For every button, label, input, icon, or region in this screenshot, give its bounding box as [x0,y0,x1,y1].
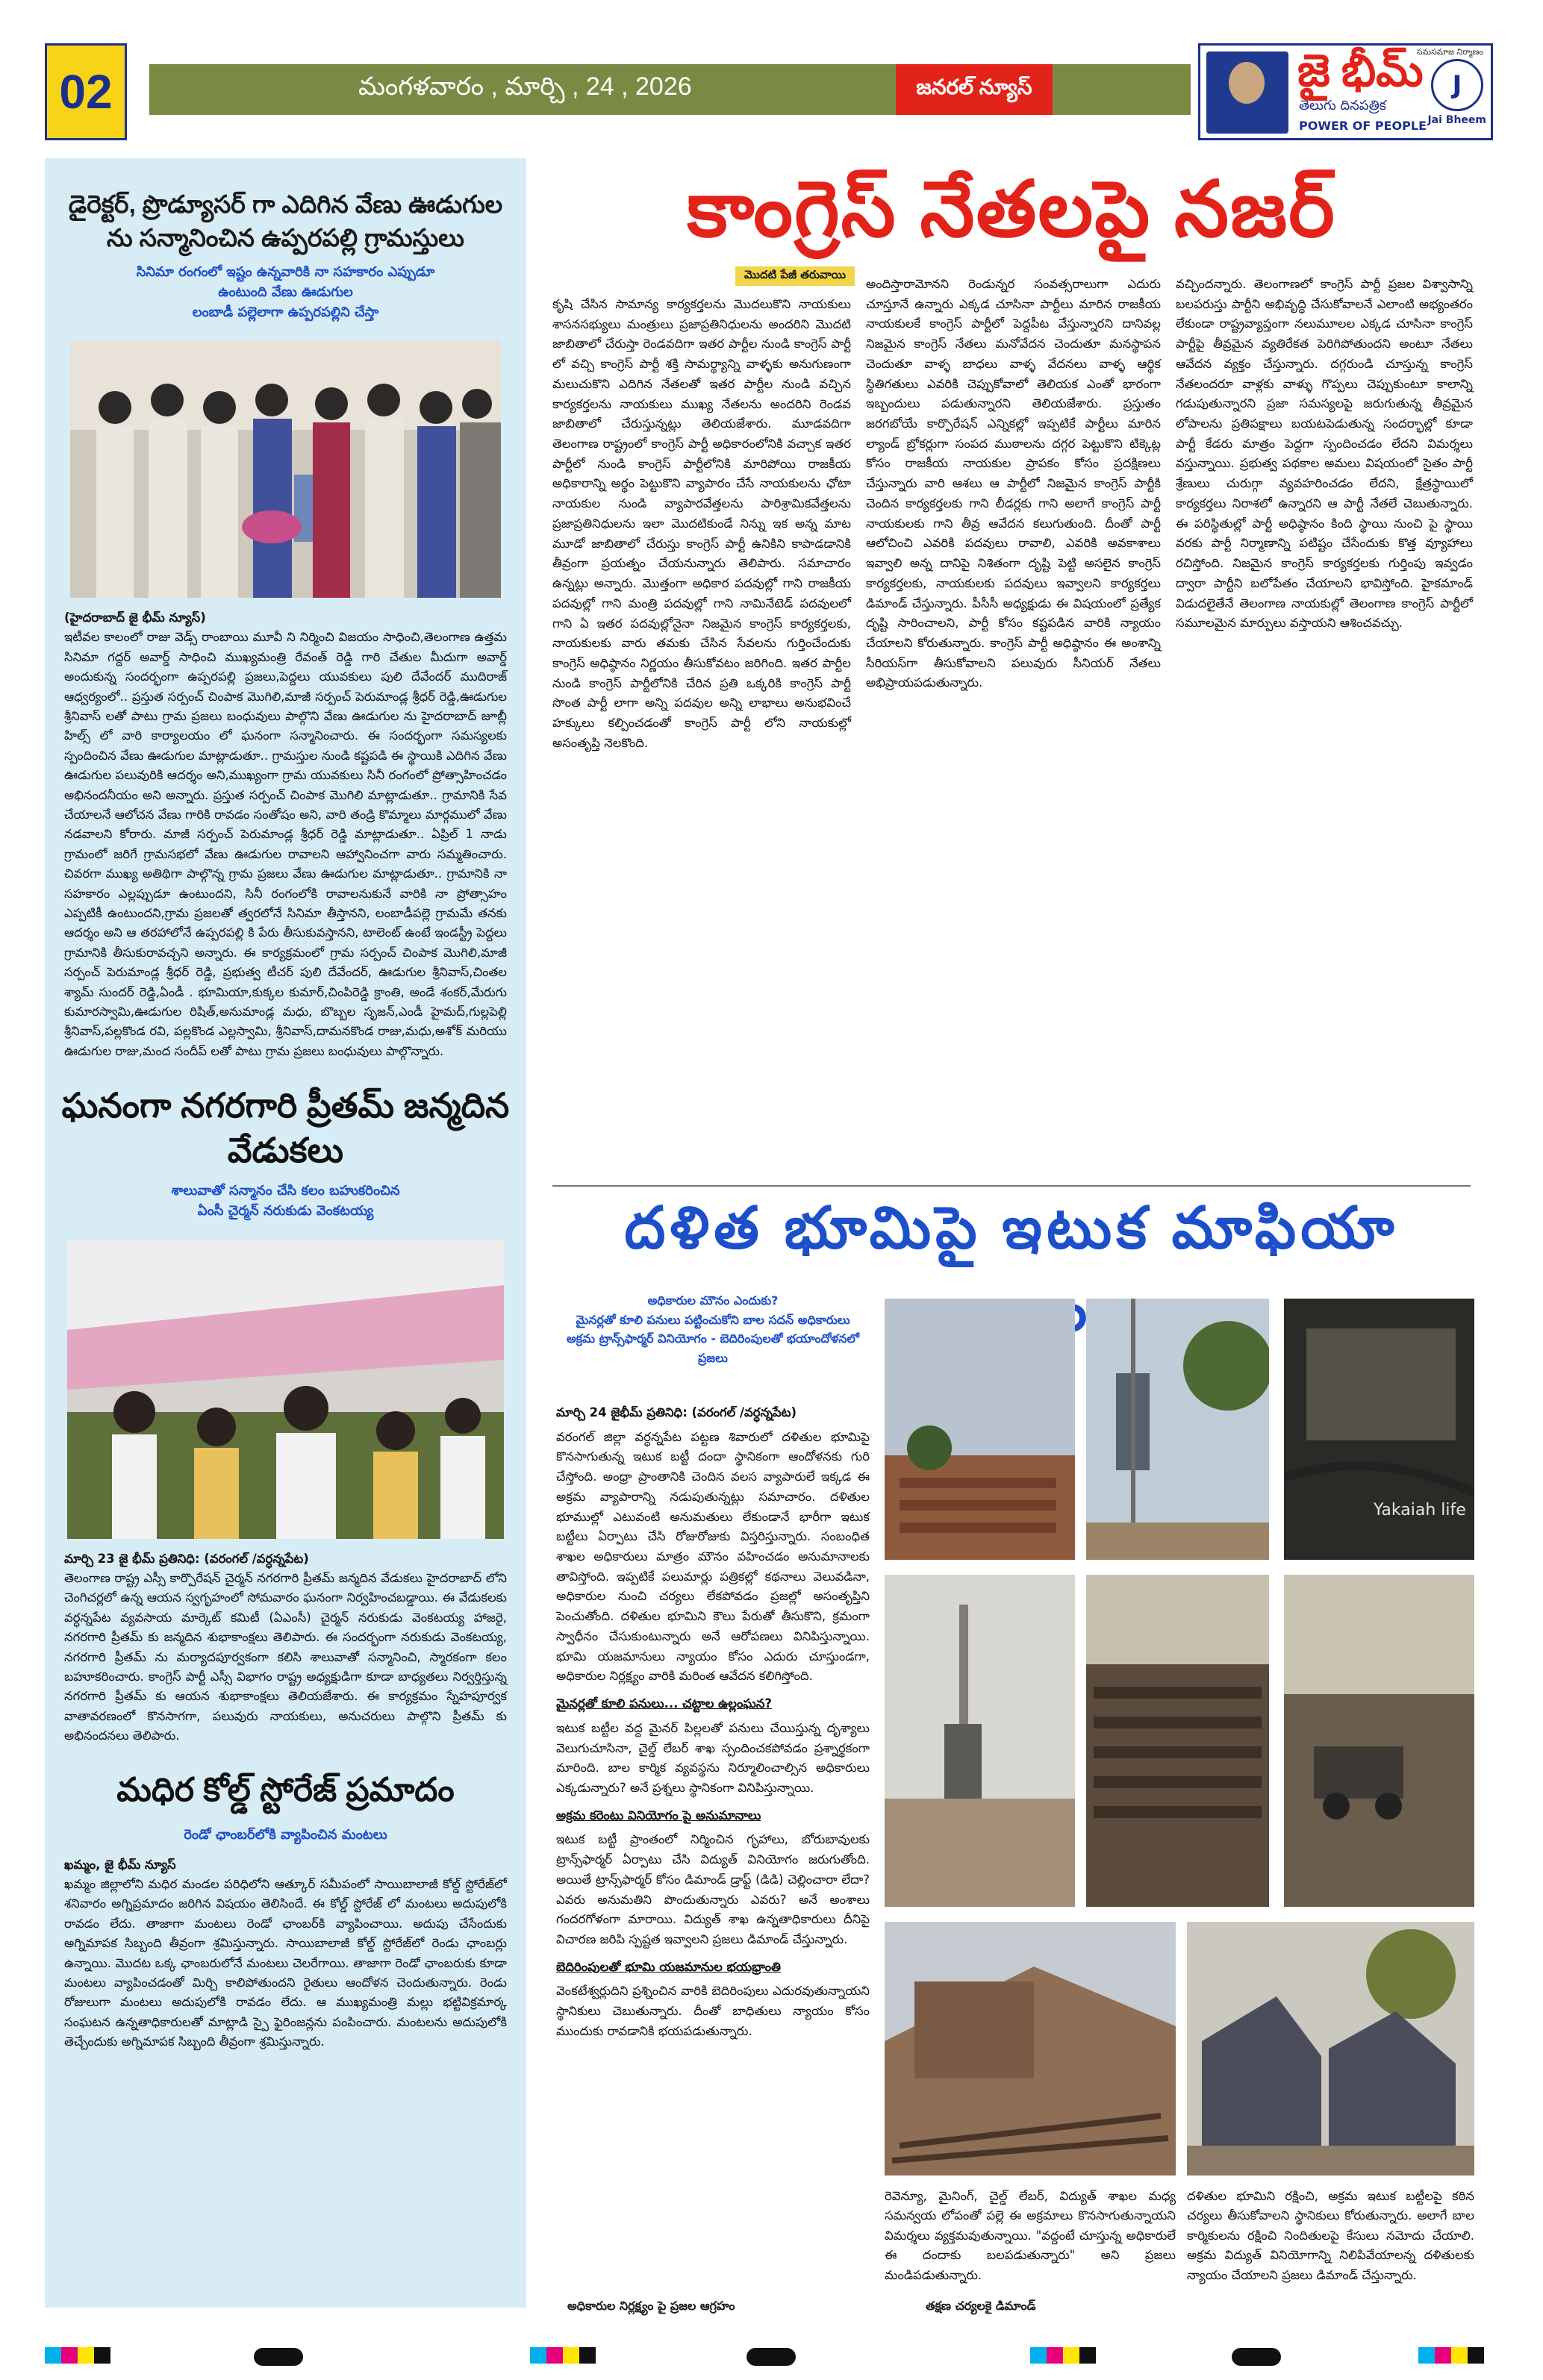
lead-column-2 [866,275,1161,698]
masthead-title: జై భీమ్ [1297,46,1424,96]
brick-sub-1: అధికారుల మౌనం ఎందుకు? [647,1293,779,1308]
story2-body: తెలంగాణ రాష్ట్ర ఎస్సీ కార్పొరేషన్ చైర్మన్ నగరగారి ప్రీతమ్ జన్మదిన వేడుకలు హైదరాబాద్ లోని చెంగిచర్లలో ఉన్న ఆయన స్వగృహంలో సోమవారం ఘనంగా నిర్వహించబడ్డాయి. ఈ వేడుకలకు వర్ధన్నపేట వ్యవసాయ మార్కెట్ కమిటీ (ఏఎంసీ) చైర్మన్ నరుకుడు వెంకటయ్య హాజరై, నగరగారి ప్రీతమ్ కు జన్మదిన శుభాకాంక్షలు తెలిపారు. ఈ సందర్భంగా నరుకుడు వెంకటయ్య, నగరగారి ప్రీతమ్ ను మర్యాదపూర్వకంగా కలిసి శాలువాతో సన్మానించి, స్మారకంగా కలం బహూకరించారు. కాంగ్రెస్ పార్టీ ఎస్సీ విభాగం రాష్ట్ర అధ్యక్షుడిగా కూడా బాధ్యతలు నిర్వర్తిస్తున్న నగరగారి ప్రీతమ్ కు ఆయన శుభాకాంక్షలు తెలియజేశారు. ఈ కార్యక్రమం స్నేహపూర్వక వాతావరణంలో కొనసాగగా, పలువురు నాయకులు, అనుచరులు పాల్గొని ప్రీతమ్ కు అభినందనలు తెలిపారు. [64,1571,507,1743]
registration-oval-3 [1232,2348,1281,2366]
page-number: 02 [45,43,127,140]
brick-photo-2 [1086,1299,1269,1560]
story1-subheads [60,262,511,322]
header-bar-end [1053,64,1191,115]
masthead-subtitle: తెలుగు దినపత్రిక [1299,98,1387,113]
story1-headline: డైరెక్టర్, ప్రొడ్యూసర్ గా ఎదిగిన వేణు ఊడుగుల ను సన్మానించిన ఉప్పరపల్లి గ్రామస్తులు [68,190,503,252]
brick-body-4: వెంకటేశ్వర్లుదిని ప్రశ్నించిన వారికి బెదిరింపులు ఎదురవుతున్నాయని స్థానికులు చెబుతున్నారు. దీంతో బాధితులు న్యాయం కోసం ముందుకు రావడానికి భయపడుతున్నారు. [556,1984,870,2038]
story2-body-block [64,1549,507,1746]
lead-col2-text: అందిస్తారామోనని రెండున్నర సంవత్సరాలుగా ఎదురు చూస్తూనే ఉన్నారు ఎక్కడ చూసినా పార్టీలు మారిన రాజకీయ నాయకులకే కాంగ్రెస్ పార్టీలో పెద్దపీట వేస్తున్నారని దానివల్ల నిజమైన కాంగ్రెస్ నేతలు మనోవేదన చెందుతూ మనస్థాపన చెందుతూ వాళ్ళ బాధలు వాళ్ళ వేదనలు వాళ్ళ ఆర్థిక స్థితిగతులు ఎవరికి చెప్పుకోవాలో తెలియక ఎంతో భారంగా ఇబ్బందులు పడుతున్నారని తెలియజేశారు. ప్రస్తుతం జరగబోయే కార్పొరేషన్ ఎన్నికల్లో ఇప్పటికే పార్టీలు మారిన ల్యాండ్ బ్రోకర్లుగా సంపద ముఠాలను దగ్గర పెట్టుకొని టిక్కెట్ల కోసం రాజకీయ నాయకుల ప్రాపకం కోసం ప్రదక్షిణలు చేస్తున్నారు వారి ఆశలు ఆ పార్టీలో నిజమైన కాంగ్రెస్ పార్టీకి చెందిన కార్యకర్తలకు గాని లీడర్లకు గాని అలాగే కాంగ్రెస్ పార్టీ నాయకులకు గాని తీవ్ర ఆవేదన కలుగుతుంది. దీంతో పార్టీ ఆలోచించి ఎవరికి పదవులు రావాలి, ఎవరికి అవకాశాలు ఇవ్వాలి అన్న దానిపై నిశితంగా దృష్టి పెట్టి అసలైన కాంగ్రెస్ కార్యకర్తలకు, నాయకులకు పదవులు ఇవ్వాలని కార్యకర్తలు డిమాండ్ చేస్తున్నారు. పీసీసీ అధ్యక్షుడు ఈ విషయంలో ప్రత్యేక దృష్టి సారించాలని, పార్టీ కోసం కష్టపడిన వారికి న్యాయం చేయాలని కోరుతున్నారు. కాంగ్రెస్ పార్టీ అధిష్ఠానం ఈ అంశాన్ని సీరియస్‌గా తీసుకోవాలని పలువురు సీనియర్ నేతలు అభిప్రాయపడుతున్నారు. [866,277,1161,690]
brick-subheads [556,1291,870,1367]
lead-column-3 [1176,275,1473,638]
brick-photo-5 [1086,1575,1269,1907]
section-divider [552,1185,1471,1187]
brick-body-3: ఇటుక బట్టీ ప్రాంతంలో నిర్మించిన గృహాలు, బోరుబావులకు ట్రాన్స్‌ఫార్మర్ ఏర్పాటు చేసి విద్యుత్ వినియోగం జరుగుతోంది. అయితే ట్రాన్స్‌ఫార్మర్ కోసం డిమాండ్ డ్రాఫ్ట్ (డిడి) చెల్లించారా లేదా? ఎవరు అనుమతిని పొందుతున్నారు ఎవరు? అనే అంశాలు గందరగోళంగా మారాయి. విద్యుత్ శాఖ ఉన్నతాధికారులు దీనిపై విచారణ జరిపి స్పష్టత ఇవ్వాలని ప్రజలు డిమాండ్ చేస్తున్నారు. [556,1832,870,1946]
ambedkar-portrait [1206,51,1288,134]
story1-body: ఇటీవల కాలంలో రాజు వెడ్స్ రాంబాయి మూవీ ని నిర్మించి విజయం సాధించి,తెలంగాణ ఉత్తమ సినిమా గద్దర్ అవార్డ్ సాధించి ముఖ్యమంత్రి రేవంత్ రెడ్డి గారి చేతుల మీదుగా అవార్డ్ అందుకున్న సందర్భంగా ఉప్పరపల్లి ప్రజలు,పెద్దలు యువకులు పులి దేవేందర్ ముదిరాజ్ ఆధ్వర్యంలో.. ప్రస్తుత సర్పంచ్ చింపాక మొగిలి,మాజీ సర్పంచ్ పెరుమాండ్ల శ్రీధర్ రెడ్డి,ఊడుగుల శ్రీనివాస్ లతో పాటు గ్రామ ప్రజలు బంధువులు పాల్గొని వేణు ఊడుగుల ను హైదరాబాద్ జూబ్లీ హిల్స్ లో వారి కార్యాలయం లో ఘనంగా సన్మానించారు. ఈ సందర్భంగా సమస్యలకు స్పందించిన వేణు ఊడుగుల మాట్లాడుతూ.. గ్రామస్తుల నుండి కష్టపడి ఈ స్థాయికి ఎదిగిన వేణు ఊడుగుల పలువురికి ఆదర్శం అని,ముఖ్యంగా గ్రామ యువకులు సినీ రంగంలో ప్రోత్సాహించడం అభినందనీయం అని అన్నారు. ప్రస్తుత సర్పంచ్ చింపాక మొగిలి మాట్లాడుతూ.. గ్రామానికి సేవ చేయాలనే ఆలోచన వేణు గారికి రావడం సంతోషం అని, వారి తండ్రి కొమ్మాలు మార్గములో వేణు నడవాలని కోరారు. మాజీ సర్పంచ్ పెరుమాండ్ల శ్రీధర్ రెడ్డి మాట్లాడుతూ.. ఏప్రిల్ 1 నాడు గ్రామంలో జరిగే గ్రామసభలో వేణు ఊడుగుల రావాలని ఆహ్వానించగా వారు సమ్మతించారు. చివరగా ముఖ్య అతిథిగా పాల్గొన్న గ్రామ ప్రజలు వేణు ఊడుగుల మాట్లాడుతూ.. గ్రామానికి నా సహకారం ఎల్లప్పుడూ ఉంటుందని, సినీ రంగంలోకి రావాలనుకునే వారికి నా ప్రోత్సాహం ఎప్పటికీ ఉంటుందని,గ్రామ ప్రజలతో త్వరలోనే సినిమా తీస్తానని, లంబాడీపల్లె గ్రామమే తనకు ఆదర్శం అని ఆ తరహాలోనే ఉప్పరపల్లి కి పేరు తీసుకువస్తానని, టాలెంట్ ఉంటే ఇండస్ట్రీ పెద్దలు గ్రామానికి తీసుకురావచ్చని అన్నారు. ఈ కార్యక్రమంలో గ్రామ సర్పంచ్ చింపాక మొగిలి,మాజీ సర్పంచ్ పెరుమాండ్ల శ్రీధర్ రెడ్డి, ప్రభుత్వ టీచర్ పులి దేవేందర్, ఊడుగుల శ్రీనివాస్,చింతల శ్యామ్ సుందర్ రెడ్డి,ఏండీ . భూమియా,కుక్కల కుమార్,చింపిరెడ్డి క్రాంతి, అండే శంకర్,మేరుగు కుమారస్వామి,ఊడుగుల రిషిత్,అనుమాండ్ల మధు, బొబ్బల సృజన్,ఎండీ హైమద్,గుల్లపెల్లి శ్రీనివాస్,పల్లకొండ రవి, పల్లకొండ ఎల్లస్వామి, శ్రీనివాస్,దామనకొండ రాజు,మధు,అశోక్ మరియు ఊడుగుల రాజు,మంద సందీప్ లతో పాటు గ్రామ ప్రజలు బంధువులు పాల్గొన్నారు. [64,630,507,1058]
registration-oval-2 [746,2348,796,2366]
footer-mid-tag: తక్షణ చర్యలకై డిమాండ్ [926,2299,1036,2313]
brick-dateline: మార్చి 24 జైభీమ్ ప్రతినిధి: (వరంగల్ /వర్ధన్నపేట) [556,1405,797,1419]
story2-sub2: ఏంసీ చైర్మన్ నరుకుడు వెంకటయ్య [197,1202,374,1219]
registration-marks-center-left [530,2347,596,2364]
story3-headline: మధిర కోల్డ్ స్టోరేజ్ ప్రమాదం [116,1771,455,1808]
sidebar [45,158,526,2308]
brick-subhead-3: బెదిరింపులతో భూమి యజమానుల భయభ్రాంతి [556,1959,781,1974]
registration-marks-left [45,2347,110,2364]
brick-photo-1 [885,1299,1075,1560]
jai-bheem-logo-icon: J [1431,59,1483,111]
brick-caption-2: దళితుల భూమిని రక్షించి, అక్రమ ఇటుక బట్టీలపై కఠిన చర్యలు తీసుకోవాలని స్థానికులు కోరుతున్నారు. అలాగే బాల కార్మికులను రక్షించి నిందితులపై కేసులు నమోదు చేయాలి. అక్రమ విద్యుత్ వినియోగాన్ని నిలిపివేయాలన్న దళితులకు న్యాయం చేయాలని ప్రజలు డిమాండ్ చేస్తున్నారు. [1187,2189,1474,2282]
story2-headline: ఘనంగా నగరగారి ప్రీతమ్ జన్మదిన వేడుకలు [61,1086,510,1169]
story3-dateline: ఖమ్మం, జై భీమ్ న్యూస్ [64,1857,176,1872]
section-tag: జనరల్ న్యూస్ [896,64,1053,115]
masthead-top-text: సమసమాజ నిర్మాణం [1416,47,1483,57]
story2-dateline: మార్చి 23 జై భీమ్ ప్రతినిధి: (వరంగల్ /వర్ధన్నపేట) [64,1551,309,1566]
brick-sub-3: అక్రమ ట్రాన్స్‌ఫార్మర్ వినియోగం - బెదిరింపులతో భయాందోళనలో ప్రజలు [566,1331,859,1365]
story-brick-headline: దళిత భూమిపై ఇటుక మాఫియా [624,1195,1399,1261]
lead-headline: కాంగ్రెస్ నేతలపై నజర్ [687,166,1336,253]
brick-photo-8 [1187,1922,1474,2176]
masthead [1198,43,1493,140]
felicitation-photo-illustration [70,340,501,598]
birthday-photo [67,1240,504,1539]
photo-handwritten-label: Yakaiah life [1374,1501,1466,1519]
brick-photo-6 [1284,1575,1474,1907]
brick-caption-1: రెవెన్యూ, మైనింగ్, చైల్డ్ లేబర్, విద్యుత్ శాఖల మధ్య సమన్వయ లోపంతో పల్లె ఈ అక్రమాలు కొనసాగుతున్నాయని విమర్శలు వ్యక్తమవుతున్నాయి. "వద్దంటే చూస్తున్న అధికారులే ఈ దందాకు బలపడుతున్నారు" అని ప్రజలు మండిపడుతున్నారు. [885,2189,1176,2282]
lead-col1-text: కృషి చేసిన సామాన్య కార్యకర్తలను మొదలుకొని నాయకులు శాసనసభ్యులు మంత్రులు ప్రజాప్రతినిధులను అందరిని మొదటి జాబితాలో చేరుస్తా రెండవదిగా ఇతర పార్టీల నుండి కాంగ్రెస్ పార్టీ లో వచ్చి కాంగ్రెస్ పార్టీ శక్తి సామర్థ్యాన్ని వాళ్ళకు అనుగుణంగా మలుచుకొని ఎదిగిన నేతలతో ఇతర పార్టీల నుండి వచ్చిన కార్యకర్తలను నాయకులు ముఖ్య నేతలను అందరిని రెండవ జాబితాలో చేరుస్తున్నట్లు తెలియజేశారు. మూడవదిగా తెలంగాణ రాష్ట్రంలో కాంగ్రెస్ పార్టీ అధికారంలోనికి వచ్చాక ఇతర పార్టీలో నుండి కాంగ్రెస్ పార్టీలోనికి మారిపోయి రాజకీయ అధికారాన్ని అర్థం పెట్టుకొని వ్యాపారం చేసే నాయకులను ఛోటా నాయకుల నుండి వ్యాపారవేత్తలను పారిశ్రామికవేత్తలను ప్రజాప్రతినిధులను ఇలా మొదటికుండే నిన్ను ఇక అన్న మాట మూడో జాబితాలో చేరుస్తు కాంగ్రెస్ పార్టీ ఉనికిని కాపాడడానికి తీవ్రంగా ప్రయత్నం చేయనున్నారు తెలిపారు. సమాచారం ఉన్నట్లు అన్నారు. మొత్తంగా అధికార పదవుల్లో గాని రాజకీయ పదవుల్లో గాని మంత్రి పదవుల్లో గాని నామినేటెడ్ పదవులలో గాని ఏ ఇతర పదవుల్లోనైనా నిజమైన కాంగ్రెస్ కార్యకర్తలకు, నాయకులకు వారు తమకు చేసిన సేవలను గుర్తించేందుకు కాంగ్రెస్ అధిష్ఠానం నిర్ణయం తీసుకోవటం జరిగింది. ఇతర పార్టీల నుండి కాంగ్రెస్ పార్టీలోనికి చేరిన ప్రతి ఒక్కరికి కాంగ్రెస్ పార్టీ సొంత పార్టీ లాగా అన్ని పదవుల అన్ని లాభాలు అనుభవించే హక్కులు కల్పించడంతో కాంగ్రెస్ పార్టీ లోని నాయకుల్లో అసంతృప్తి నెలకొంది. [552,297,851,750]
masthead-english: Jai Bheem [1427,114,1486,126]
felicitation-photo [70,340,501,598]
brick-column-1 [556,1403,870,2046]
masthead-tagline: POWER OF PEOPLE [1299,119,1427,133]
story1-body-block [64,608,507,1061]
brick-sub-2: మైనర్లతో కూలి పనులు పట్టించుకోని బాల సదన్ అధికారులు [576,1312,850,1327]
story2-subheads [60,1181,511,1221]
brick-photo-3 [1284,1299,1474,1560]
story3-sub: రెండో ఛాంబర్‌లోకి వ్యాపించిన మంటలు [184,1826,387,1843]
story3-body: ఖమ్మం జిల్లాలోని మధిర మండల పరిధిలోని ఆత్కూర్ సమీపంలో సాయిబాలాజీ కోల్డ్ స్టోరేజ్‌లో శనివారం అగ్నిప్రమాదం జరిగిన విషయం తెలిసిందే. ఈ కోల్డ్ స్టోరేజ్ లో మంటలు అదుపులోకి రావడం లేదు. తాజాగా మంటలు రెండో ఛాంబర్‌కి వ్యాపించాయి. అదుపు చేసేందుకు అగ్నిమాపక సిబ్బంది తీవ్రంగా శ్రమిస్తున్నారు. సాయిబాలాజీ కోల్డ్ స్టోరేజ్‌లో రెండు ఛాంబర్లు ఉన్నాయి. మొదట ఒక్క ఛాంబరులోనే మంటలు చెలరేగాయి. తాజాగా రెండో ఛాంబరుకు కూడా మంటలు వ్యాపించడంతో మిర్చి కాలిపోతుందని రైతులు ఆందోళన చెందుతున్నారు. రెండు రోజులుగా మంటలు అదుపులోకి రావడం లేదు. ఆ ముఖ్యమంత్రి మల్లు భట్టివిక్రమార్క సంఘటన ఉన్నతాధికారులతో మాట్లాడి స్పై ఫైరింజన్లను పంపించారు. మంటలను అదుపులోకి తెచ్చేందుకు అగ్నిమాపక సిబ్బంది తీవ్రంగా శ్రమిస్తున్నారు. [64,1876,507,2049]
registration-marks-center-right [1030,2347,1096,2364]
lead-col3-text: వచ్చిందన్నారు. తెలంగాణలో కాంగ్రెస్ పార్టీ ప్రజల విశ్వాసాన్ని బలపరుస్తు పార్టీని అభివృద్ధి చేసుకోవాలనే ఎలాంటి అభ్యంతరం లేకుండా రాష్ట్రవ్యాప్తంగా నలుమూలల ఎక్కడ చూసినా కాంగ్రెస్ పార్టీపై తీవ్రమైన వ్యతిరేకత పెరిగిపోతుందని అంటూ నేతలు ఆవేదన వ్యక్తం చేస్తున్నారు. దగ్గరుండి చూస్తున్న కాంగ్రెస్ నేతలందరూ వాళ్లకు వాళ్ళు గొప్పలు చెప్పుకుంటూ కాలాన్ని గడుపుతున్నారని ప్రజా సమస్యలపై జరుగుతున్న తీవ్రమైన లోపాలను ప్రతిపక్షాలు బయటపెడుతున్న సందర్భాల్లో కూడా పార్టీ కేడరు మాత్రం పెద్దగా స్పందించడం లేదని విమర్శలు వస్తున్నాయి. ప్రభుత్వ పథకాల అమలు విషయంలో సైతం పార్టీ శ్రేణులు చురుగ్గా వ్యవహరించడం లేదని, క్షేత్రస్థాయిలో కార్యకర్తలు నిరాశలో ఉన్నారని ఆ పార్టీ నేతలే చెబుతున్నారు. ఈ పరిస్థితుల్లో పార్టీ అధిష్ఠానం కింది స్థాయి నుంచి పై స్థాయి వరకు పార్టీ నిర్మాణాన్ని పటిష్టం చేసేందుకు కొత్త వ్యూహాలు రచిస్తోంది. నిజమైన కాంగ్రెస్ కార్యకర్తలకు గుర్తింపు ఇవ్వడం ద్వారా పార్టీని బలోపేతం చేయాలని భావిస్తోంది. హైకమాండ్ విడుదలైతేనే తెలంగాణ నాయకుల్లో తెలంగాణ కాంగ్రెస్ పార్టీలో సమూలమైన మార్పులు వస్తాయని ఆశించవచ్చు. [1176,277,1473,631]
brick-photo-7 [885,1922,1176,2176]
continued-tag: మొదటి పేజీ తరువాయి [735,266,855,286]
registration-marks-right [1418,2347,1484,2364]
registration-oval-1 [254,2348,303,2366]
footer-left-tag: అధికారుల నిర్లక్ష్యం పై ప్రజల ఆగ్రహం [567,2299,735,2313]
brick-body-2: ఇటుక బట్టీల వద్ద మైనర్ పిల్లలతో పనులు చేయిస్తున్న దృశ్యాలు వెలుగుచూసినా, చైల్డ్ లేబర్ శాఖ స్పందించకపోవడం ప్రశ్నార్థకంగా మారింది. బాల కార్మిక వ్యవస్థను నిర్మూలించాల్సిన అధికారులు ఎక్కడున్నారు? అనే ప్రశ్నలు స్థానికంగా వినిపిస్తున్నాయి. [556,1720,870,1795]
brick-photo-4 [885,1575,1075,1907]
date-bar: మంగళవారం , మార్చి , 24 , 2026 [149,64,896,115]
story2-sub1: శాలువాతో సన్మానం చేసి కలం బహుకరించిన [171,1182,400,1199]
brick-subhead-2: అక్రమ కరెంటు వినియోగం పై అనుమానాలు [556,1808,761,1823]
story1-sub1: సినిమా రంగంలో ఇష్టం ఉన్నవారికి నా సహకారం ఎప్పుడూ [136,264,435,281]
birthday-photo-illustration [67,1240,504,1539]
page-header [45,43,1493,148]
story1-sub3: లంబాడీ పల్లెలాగా ఉప్పరపల్లిని చేస్తా [192,304,379,321]
story3-body-block [64,1855,507,2052]
brick-body-1: వరంగల్ జిల్లా వర్ధన్నపేట పట్టణ శివారులో దళితుల భూమిపై కొనసాగుతున్న ఇటుక బట్టీ దందా స్థానికంగా ఆందోళనకు గురి చేస్తోంది. అంధ్రా ప్రాంతానికి చెందిన వలస వ్యాపారులే ఇక్కడ ఈ అక్రమ వ్యాపారాన్ని నడుపుతున్నట్లు సమాచారం. దళితుల భూముల్లో ఎటువంటి అనుమతులు లేకుండానే భారీగా ఇటుక బట్టీలు ఏర్పాటు చేసి రోజురోజుకు విస్తరిస్తున్నారు. సంబంధిత శాఖల అధికారులు మాత్రం మౌనం వహించడం అనుమానాలకు తావిస్తోంది. ఇప్పటికే పలుమార్లు పత్రికల్లో కథనాలు వెలువడినా, అధికారుల నుంచి చర్యలు లేకపోవడం ప్రజల్లో అసంతృప్తిని పెంచుతోంది. దళితుల భూమిని కౌలు పేరుతో తీసుకొని, క్రమంగా స్వాధీనం చేసుకుంటున్నారు అనే ఆరోపణలు వినిపిస్తున్నాయి. భూమి యజమానులు న్యాయం కోసం ఎదురు చూస్తుండగా, అధికారుల నిర్లక్ష్యం వారికి మరింత ఆవేదన కలిగిస్తోంది. [556,1429,870,1684]
story1-dateline: (హైదరాబాద్ జై భీమ్ న్యూస్) [64,610,206,625]
story1-sub2: ఉంటుంది వేణు ఊడుగుల [218,284,353,301]
brick-subhead-1: మైనర్లతో కూలి పనులు... చట్టాల ఉల్లంఘన? [556,1696,772,1711]
lead-column-1 [552,295,851,758]
